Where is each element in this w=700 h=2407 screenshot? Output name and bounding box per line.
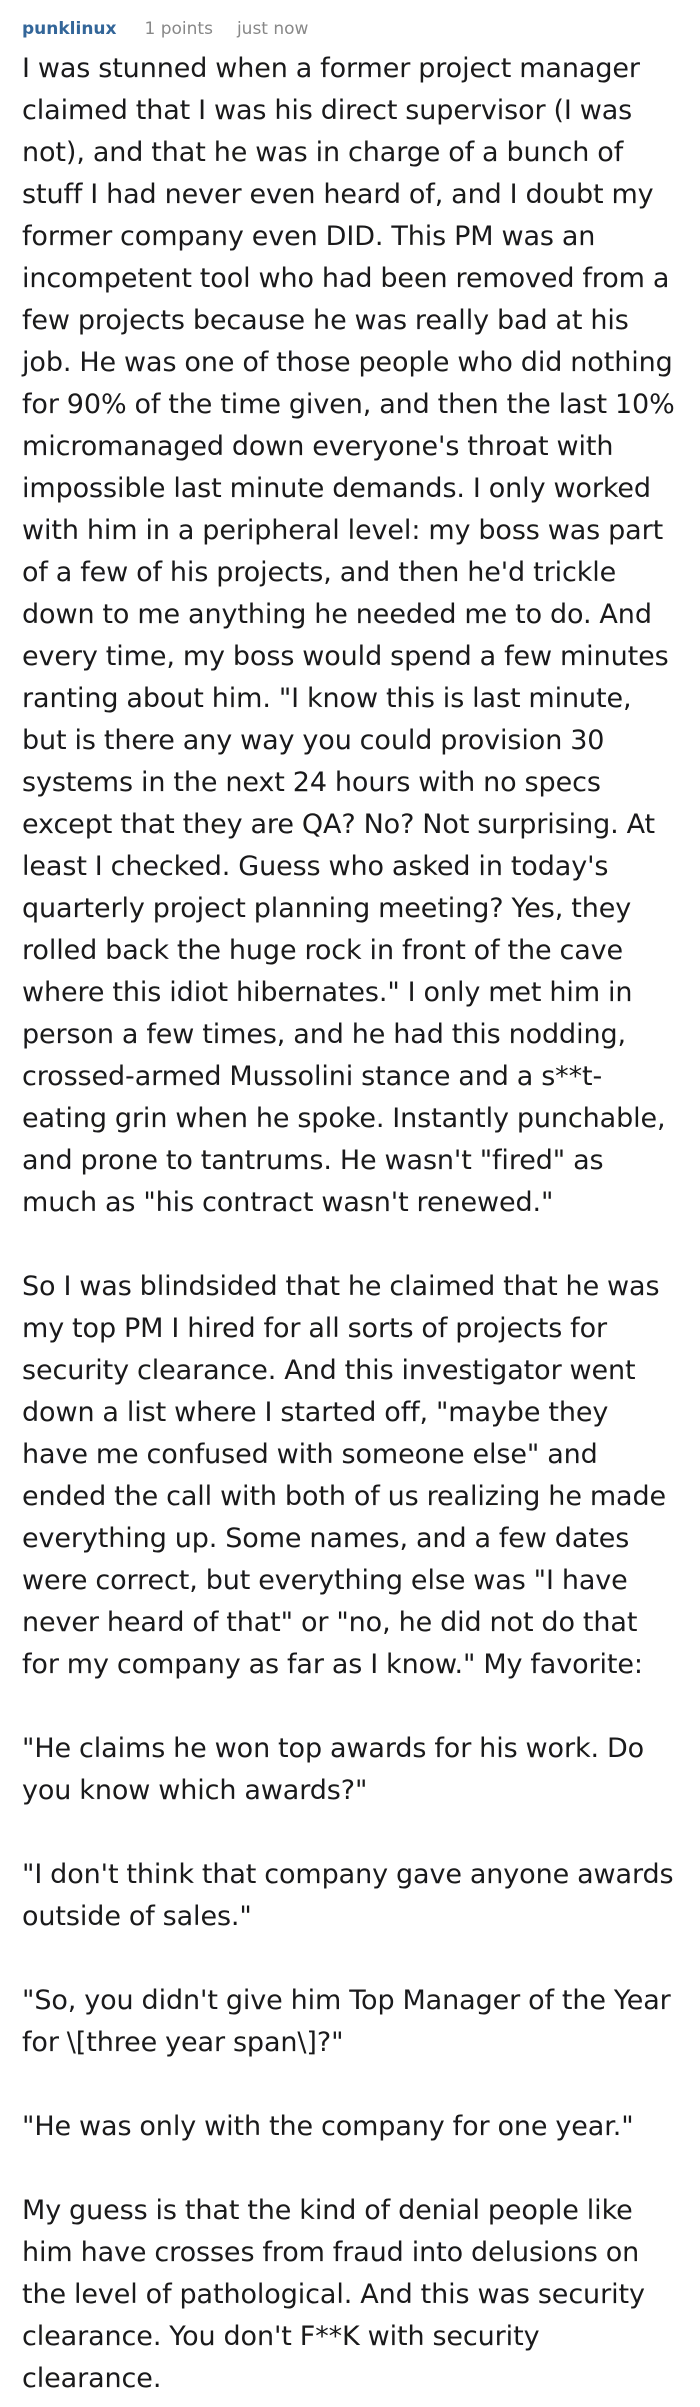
comment-paragraph: "I don't think that company gave anyone awards outside of sales." [22, 1859, 674, 1932]
comment-paragraph: My guess is that the kind of denial people like him have crosses from fraud into delusions on the level of pathological. And this was security clearance. You don't F**K with security clearance. [22, 2195, 645, 2394]
comment-paragraph: I was stunned when a former project manager claimed that I was his direct supervisor (I was not), and that he was in charge of a bunch of stuff I had never even heard of, and I doubt my former company even DID. This PM was an incompetent tool who had been removed from a few projects because he was really bad at his job. He was one of those people who did nothing for 90% of the time given, and then the last 10% micromanaged down everyone's throat with impossible last minute demands. I only worked with him in a peripheral level: my boss was part of a few of his projects, and then he'd trickle down to me anything he needed me to do. And every time, my boss would spend a few minutes ranting about him. "I know this is last minute, but is there any way you could provision 30 systems in the next 24 hours with no specs except that they are QA? No? Not surprising. At least I checked. Guess who asked in today's quarterly project planning meeting? Yes, they rolled back the huge rock in front of the cave where this idiot hibernates." I only met him in person a few times, and he had this nodding, crossed-armed Mussolini stance and a s**t-eating grin when he spoke. Instantly punchable, and prone to tantrums. He wasn't "fired" as much as "his contract wasn't renewed." [22, 53, 675, 1218]
comment-paragraph: So I was blindsided that he claimed that he was my top PM I hired for all sorts of projects for security clearance. And this investigator went down a list where I started off, "maybe they have me confused with someone else" and ended the call with both of us realizing he made everything up. Some names, and a few dates were correct, but everything else was "I have never heard of that" or "no, he did not do that for my company as far as I know." My favorite: [22, 1271, 667, 1680]
points-count: 1 points [144, 19, 213, 39]
author-link[interactable]: punklinux [22, 19, 117, 39]
timestamp: just now [236, 19, 309, 39]
comment-paragraph: "So, you didn't give him Top Manager of the Year for \[three year span\]?" [22, 1985, 671, 2058]
comment-body [22, 48, 680, 2400]
comment-meta [22, 14, 680, 44]
comment-paragraph: "He claims he won top awards for his work. Do you know which awards?" [22, 1733, 645, 1806]
comment-paragraph: "He was only with the company for one year." [22, 2111, 634, 2142]
